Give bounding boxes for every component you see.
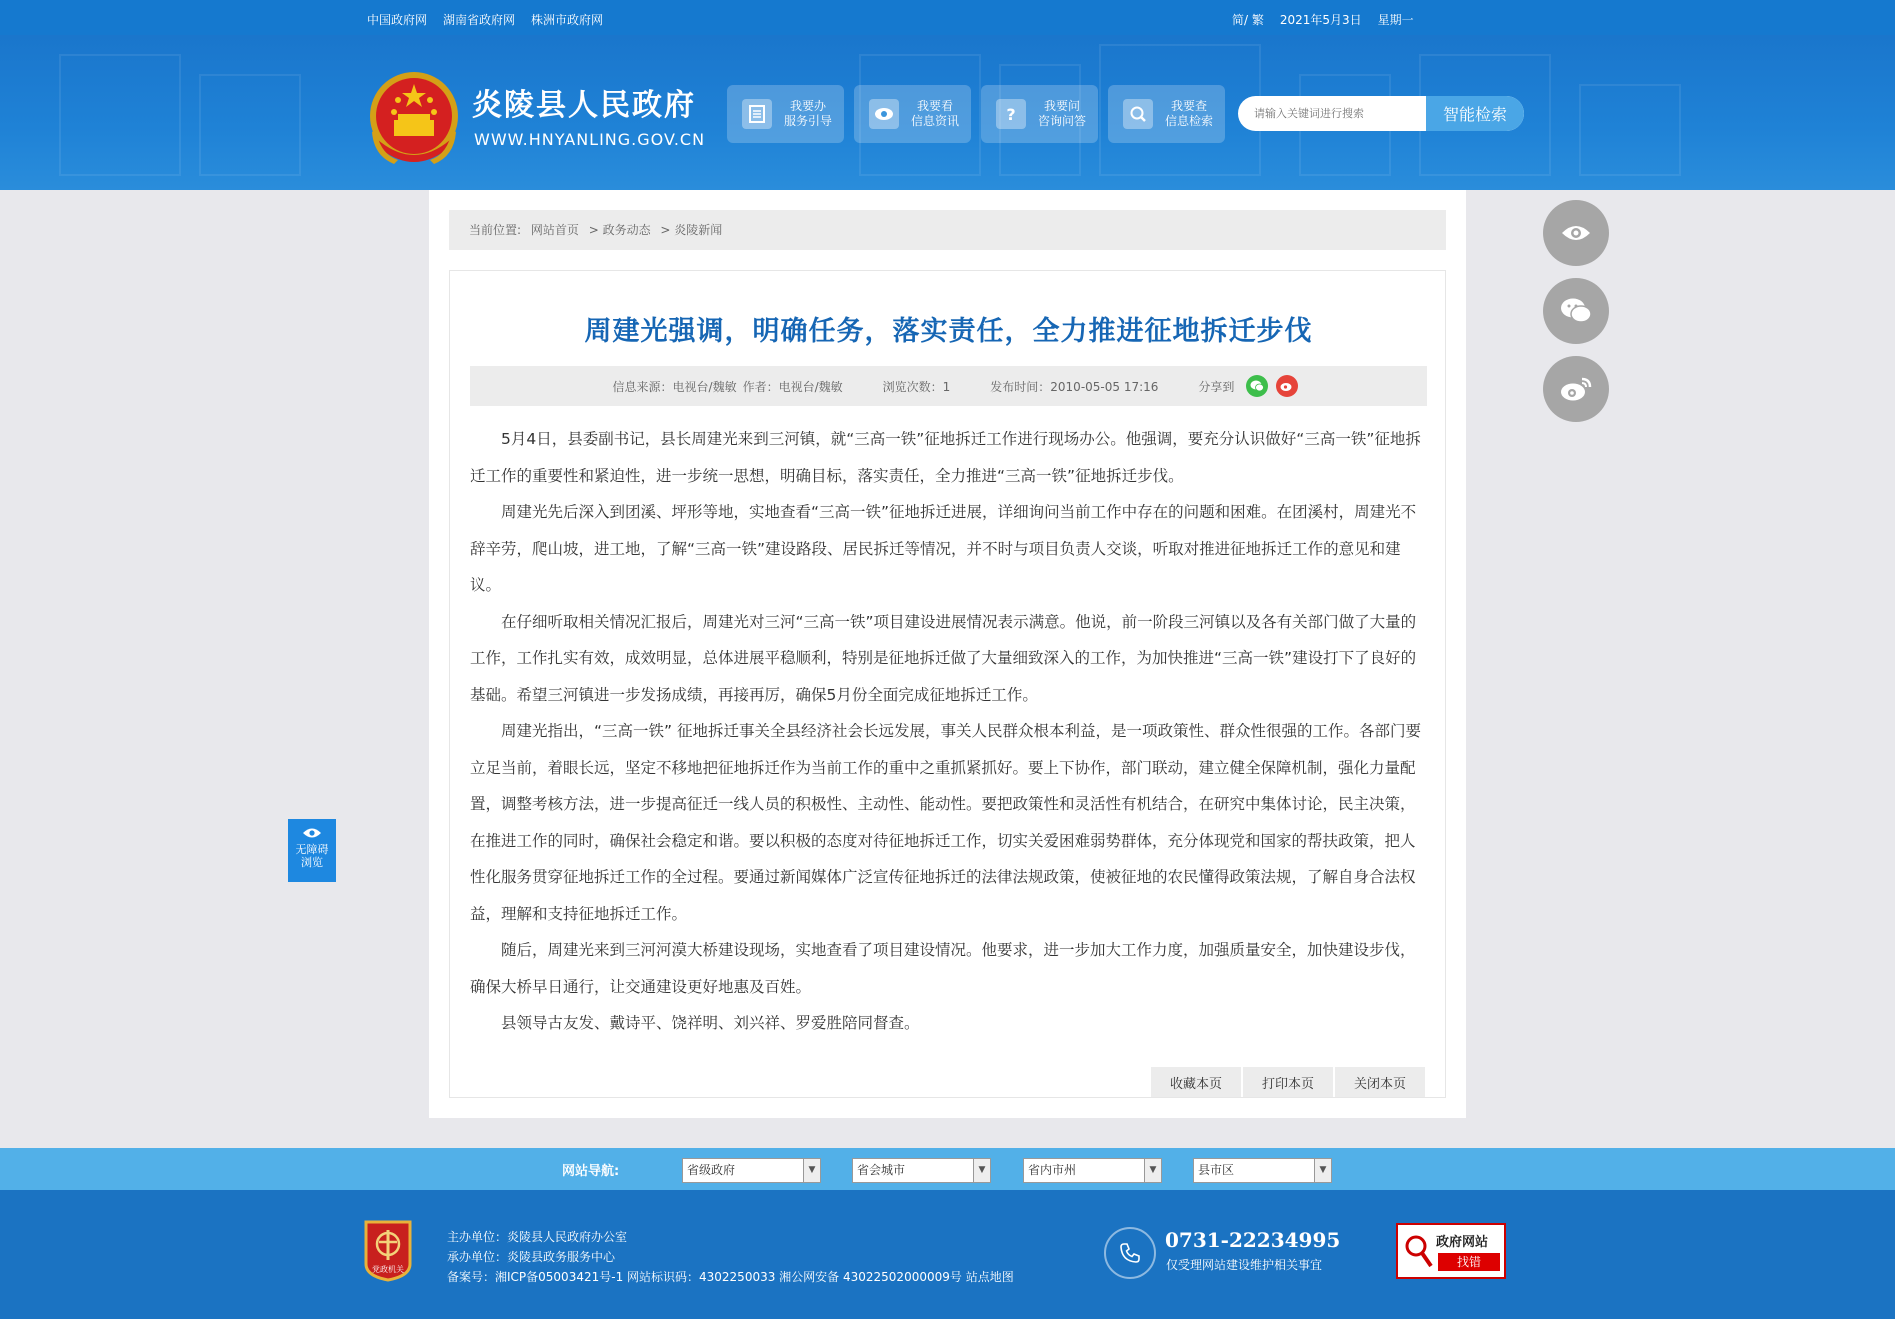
nav-line2: 咨询问答 <box>1038 114 1087 128</box>
error-report-line2: 找错 <box>1438 1253 1500 1271</box>
search-input[interactable] <box>1238 96 1426 131</box>
close-page-button[interactable]: 关闭本页 <box>1335 1067 1425 1097</box>
language-switch[interactable]: 简/ 繁 <box>1232 13 1264 27</box>
magnifier-icon <box>1404 1233 1434 1269</box>
meta-published: 发布时间：2010-05-05 17:16 <box>990 379 1159 394</box>
select-value: 省会城市 <box>857 1163 906 1177</box>
select-value: 省内市州 <box>1028 1163 1077 1177</box>
breadcrumb-gov-news[interactable]: > 政务动态 <box>588 223 651 237</box>
gov-site-error-report-button[interactable] <box>1396 1223 1506 1279</box>
search-box <box>1238 96 1524 131</box>
question-icon: ? <box>996 99 1026 129</box>
print-page-button[interactable]: 打印本页 <box>1243 1067 1333 1097</box>
nav-line1: 我要看 <box>917 99 954 113</box>
site-url: WWW.HNYANLING.GOV.CN <box>474 130 706 149</box>
phone-icon <box>1104 1227 1156 1279</box>
select-value: 省级政府 <box>687 1163 736 1177</box>
link-hunan-gov[interactable]: 湖南省政府网 <box>443 13 516 27</box>
footer-host: 主办单位：炎陵县人民政府办公室 <box>447 1230 628 1244</box>
weibo-icon <box>1560 376 1592 402</box>
accessibility-label-2: 浏览 <box>301 856 323 869</box>
breadcrumb <box>449 210 1446 250</box>
meta-share-label: 分享到 <box>1198 379 1235 394</box>
nav-info-button[interactable] <box>854 85 971 143</box>
site-header <box>0 35 1895 190</box>
accessibility-button[interactable] <box>288 819 336 882</box>
document-icon <box>742 99 772 129</box>
link-china-gov[interactable]: 中国政府网 <box>367 13 428 27</box>
article <box>449 270 1446 1098</box>
nav-service-guide-button[interactable] <box>727 85 844 143</box>
article-paragraph: 在仔细听取相关情况汇报后，周建光对三河“三高一铁”项目建设进展情况表示满意。他说，前一阶段三河镇以及各有关部门做了大量的工作，工作扎实有效，成效明显，总体进展平稳顺利，特别是征地拆迁做了大量细致深入的工作，为加快推进“三高一铁”建设打下了良好的基础。希望三河镇进一步发扬成绩，再接再厉，确保5月份全面完成征地拆迁工作。 <box>470 612 1417 704</box>
select-provincial-gov[interactable] <box>682 1158 821 1183</box>
footer-operator: 承办单位：炎陵县政务服务中心 <box>447 1250 616 1264</box>
nav-line1: 我要问 <box>1044 99 1081 113</box>
nav-line1: 我要办 <box>790 99 827 113</box>
date-text: 2021年5月3日 <box>1279 13 1362 27</box>
nav-line2: 信息检索 <box>1165 114 1214 128</box>
float-weibo-button[interactable] <box>1543 356 1609 422</box>
party-gov-badge[interactable] <box>362 1220 414 1282</box>
site-title: 炎陵县人民政府 <box>472 88 696 123</box>
nav-qa-button[interactable] <box>981 85 1098 143</box>
contact-phone: 0731-22234995 <box>1165 1228 1341 1252</box>
float-wechat-button[interactable] <box>1543 278 1609 344</box>
article-title: 周建光强调，明确任务，落实责任，全力推进征地拆迁步伐 <box>584 316 1313 347</box>
meta-source: 信息来源：电视台/魏敏 <box>612 379 737 394</box>
national-emblem-icon <box>368 70 460 170</box>
article-paragraph: 随后，周建光来到三河河漠大桥建设现场，实地查看了项目建设情况。他要求，进一步加大工作力度，加强质量安全，加快建设步伐，确保大桥早日通行，让交通建设更好地惠及百姓。 <box>470 941 1416 996</box>
article-paragraph: 周建光先后深入到团溪、坪形等地，实地查看“三高一铁”征地拆迁进展，详细询问当前工作中存在的问题和困难。在团溪村，周建光不辞辛劳，爬山坡，进工地，了解“三高一铁”建设路段、居民拆迁等情况，并不时与项目负责人交谈，听取对推进征地拆迁工作的意见和建议。 <box>470 503 1417 594</box>
nav-search-info-button[interactable] <box>1108 85 1225 143</box>
wechat-share-icon[interactable] <box>1246 375 1268 397</box>
weekday-text: 星期一 <box>1377 13 1414 27</box>
chevron-down-icon: ▼ <box>803 1159 820 1182</box>
top-bar <box>0 0 1895 35</box>
main-content <box>429 190 1466 1118</box>
breadcrumb-home[interactable]: 网站首页 <box>530 223 579 237</box>
search-icon <box>1123 99 1153 129</box>
select-value: 县市区 <box>1198 1163 1235 1177</box>
nav-line2: 服务引导 <box>784 114 833 128</box>
select-province-cities[interactable] <box>1023 1158 1162 1183</box>
footer-info <box>447 1227 1014 1287</box>
footer-nav <box>0 1148 1895 1190</box>
breadcrumb-yanling-news[interactable]: > 炎陵新闻 <box>660 223 723 237</box>
error-report-line1: 政府网站 <box>1436 1235 1489 1250</box>
top-links <box>367 11 603 28</box>
breadcrumb-prefix: 当前位置: <box>469 223 522 237</box>
article-actions <box>1149 1067 1425 1097</box>
weibo-share-icon[interactable] <box>1276 375 1298 397</box>
chevron-down-icon: ▼ <box>1314 1159 1331 1182</box>
search-button[interactable]: 智能检索 <box>1426 96 1524 131</box>
bookmark-page-button[interactable]: 收藏本页 <box>1151 1067 1241 1097</box>
badge-text: 党政机关 <box>372 1265 404 1274</box>
meta-views: 浏览次数：1 <box>882 379 951 394</box>
nav-line2: 信息资讯 <box>911 114 960 128</box>
article-meta <box>470 366 1427 406</box>
meta-author: 作者：电视台/魏敏 <box>742 379 843 394</box>
chevron-down-icon: ▼ <box>973 1159 990 1182</box>
article-paragraph: 5月4日，县委副书记，县长周建光来到三河镇，就“三高一铁”征地拆迁工作进行现场办公。他强调，要充分认识做好“三高一铁”征地拆迁工作的重要性和紧迫性，进一步统一思想，明确目标，落实责任，全力推进“三高一铁”征地拆迁步伐。 <box>470 430 1421 485</box>
link-zhuzhou-gov[interactable]: 株洲市政府网 <box>531 13 604 27</box>
accessibility-label-1: 无障碍 <box>295 843 329 856</box>
select-counties[interactable] <box>1193 1158 1332 1183</box>
float-eye-button[interactable] <box>1543 200 1609 266</box>
eye-icon <box>1561 223 1591 243</box>
article-paragraph: 县领导古友发、戴诗平、饶祥明、刘兴祥、罗爱胜陪同督查。 <box>501 1014 920 1032</box>
select-capital-cities[interactable] <box>852 1158 991 1183</box>
footer-nav-label: 网站导航: <box>562 1164 620 1179</box>
contact-note: 仅受理网站建设维护相关事宜 <box>1166 1258 1323 1272</box>
eye-icon <box>288 827 336 840</box>
top-right <box>1232 11 1414 28</box>
footer-record: 备案号：湘ICP备05003421号-1 网站标识码：4302250033 湘公网安备 43022502000009号 站点地图 <box>447 1270 1014 1284</box>
wechat-icon <box>1560 297 1592 325</box>
chevron-down-icon: ▼ <box>1144 1159 1161 1182</box>
article-body <box>470 421 1427 1042</box>
article-paragraph: 周建光指出，“三高一铁” 征地拆迁事关全县经济社会长远发展，事关人民群众根本利益，是一项政策性、群众性很强的工作。各部门要立足当前，着眼长远，坚定不移地把征地拆迁作为当前工作的重中之重抓紧抓好。要上下协作，部门联动，建立健全保障机制，强化力量配置，调整考核方法，进一步提高征迁一线人员的积极性、主动性、能动性。要把政策性和灵活性有机结合，在研究中集体讨论，民主决策，在推进工作的同时，确保社会稳定和谐。要以积极的态度对待征地拆迁工作，切实关爱困难弱势群体，充分体现党和国家的帮扶政策，把人性化服务贯穿征地拆迁工作的全过程。要通过新闻媒体广泛宣传征地拆迁的法律法规政策，使被征地的农民懂得政策法规，了解自身合法权益，理解和支持征地拆迁工作。 <box>470 722 1421 923</box>
site-footer <box>0 1190 1895 1319</box>
nav-line1: 我要查 <box>1171 99 1208 113</box>
eye-icon <box>869 99 899 129</box>
